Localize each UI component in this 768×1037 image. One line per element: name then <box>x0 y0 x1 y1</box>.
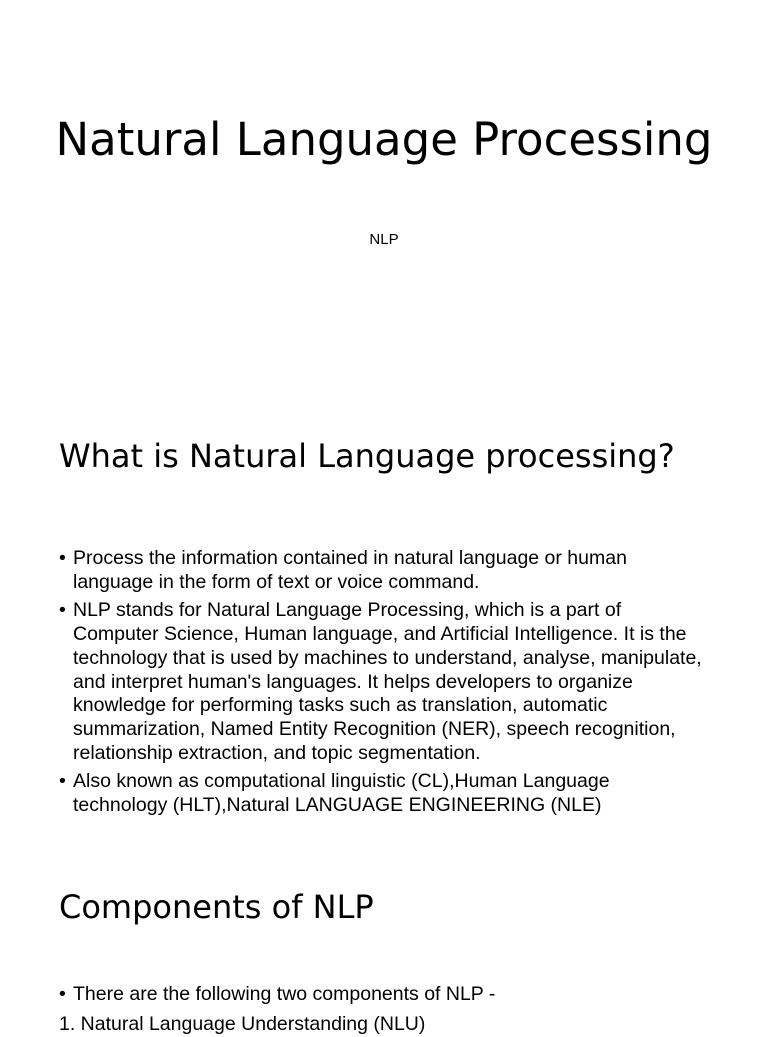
bullet-text: NLP stands for Natural Language Processing, which is a part of Computer Science, Human language, and Artificial Intelligence. It is the technology that is used by machines to understand, analyse, manipulate, and interpret human's languages. It helps developers to organize knowledge for performing tasks such as translation, automatic summarization, Named Entity Recognition (NER), speech recognition, relationship extraction, and topic segmentation. <box>73 599 702 764</box>
slide-subtitle: NLP <box>369 231 399 248</box>
slide-what-is-nlp <box>0 400 768 840</box>
numbered-item: 1. Natural Language Understanding (NLU) <box>59 1013 426 1035</box>
bullet-list <box>59 983 709 1012</box>
bullet-marker: • <box>59 770 66 793</box>
bullet-marker: • <box>59 547 66 569</box>
bullet-text: Process the information contained in natural language or human language in the form of text or voice command. <box>73 547 627 593</box>
list-item <box>59 983 709 1007</box>
title-slide <box>0 0 768 400</box>
bullet-marker: • <box>59 599 66 622</box>
bullet-marker: • <box>59 983 66 1005</box>
list-item <box>59 547 709 594</box>
bullet-list <box>59 547 709 823</box>
bullet-text: Also known as computational linguistic (CL),Human Language technology (HLT),Natural LANGUAGE ENGINEERING (NLE) <box>73 770 610 817</box>
list-item <box>59 770 709 817</box>
bullet-text: There are the following two components of NLP - <box>73 983 496 1005</box>
slide-heading: Components of NLP <box>59 888 374 926</box>
list-item <box>59 599 709 765</box>
slide-components-of-nlp <box>0 840 768 1035</box>
slide-heading: What is Natural Language processing? <box>59 437 675 475</box>
slide-title: Natural Language Processing <box>55 113 713 166</box>
